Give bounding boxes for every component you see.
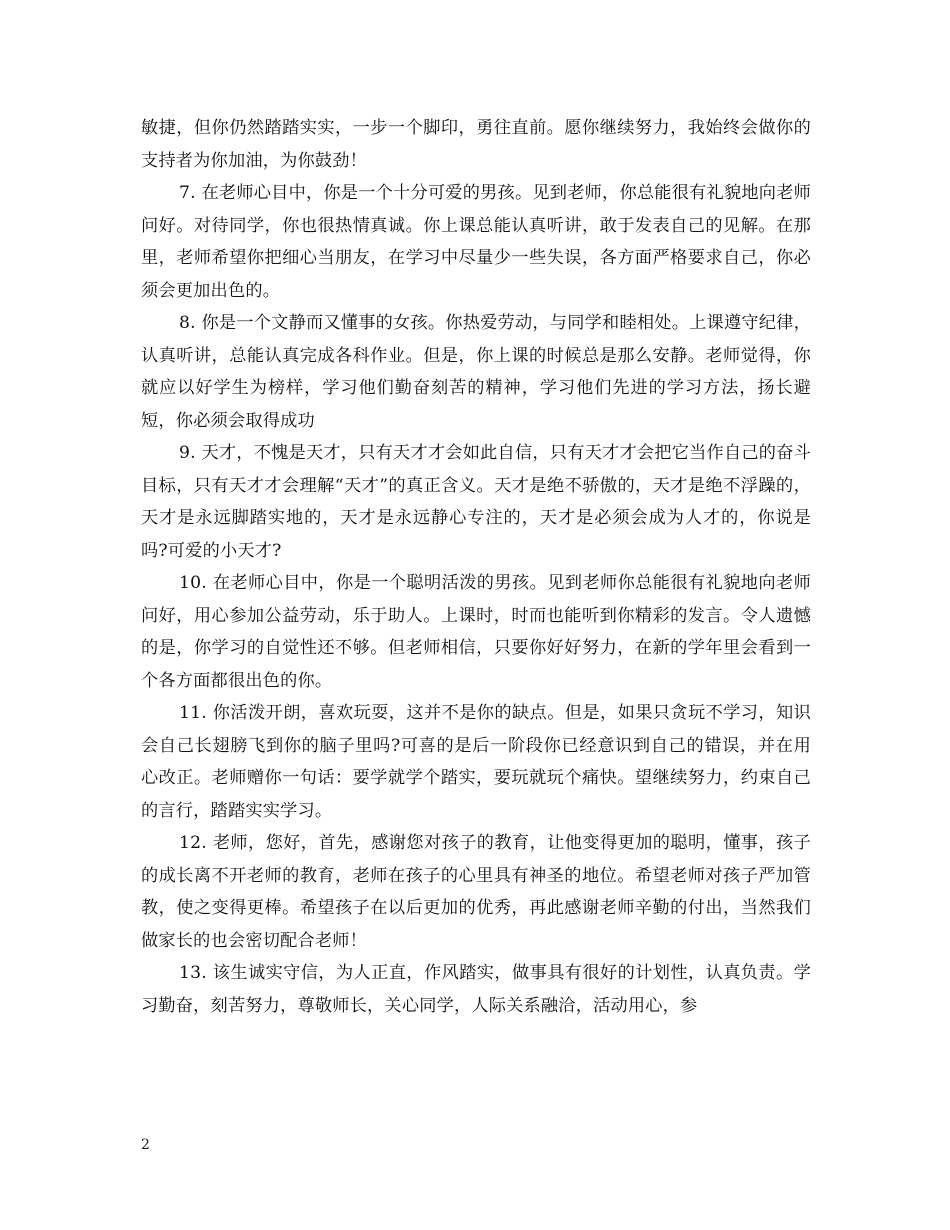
paragraph-item-11: 11. 你活泼开朗，喜欢玩耍，这并不是你的缺点。但是，如果只贪玩不学习，知识会自己长翅膀飞到你的脑子里吗?可喜的是后一阶段你已经意识到自己的错误，并在用心改正。老师赠你一句话：要学就学个踏实，要玩就玩个痛快。望继续努力，约束自己的言行，踏踏实实学习。 xyxy=(141,703,811,821)
paragraph-item-7: 7. 在老师心目中，你是一个十分可爱的男孩。见到老师，你总能很有礼貌地向老师问好。对待同学，你也很热情真诚。你上课总能认真听讲，敢于发表自己的见解。在那里，老师希望你把细心当朋友，在学习中尽量少一些失误，各方面严格要求自己，你必须会更加出色的。 xyxy=(141,183,811,301)
paragraph-item-9: 9. 天才，不愧是天才，只有天才才会如此自信，只有天才才会把它当作自己的奋斗目标，只有天才才会理解“天才”的真正含义。天才是绝不骄傲的，天才是绝不浮躁的，天才是永远脚踏实地的，天才是永远静心专注的，天才是必须会成为人才的，你说是吗?可爱的小天才? xyxy=(141,443,811,561)
paragraph-item-13: 13. 该生诚实守信，为人正直，作风踏实，做事具有很好的计划性，认真负责。学习勤奋，刻苦努力，尊敬师长，关心同学，人际关系融洽，活动用心，参 xyxy=(141,963,811,1016)
document-body xyxy=(141,112,811,1022)
paragraph-item-8: 8. 你是一个文静而又懂事的女孩。你热爱劳动，与同学和睦相处。上课遵守纪律，认真听讲，总能认真完成各科作业。但是，你上课的时候总是那么安静。老师觉得，你就应以好学生为榜样，学习他们勤奋刻苦的精神，学习他们先进的学习方法，扬长避短，你必须会取得成功 xyxy=(141,313,811,431)
paragraph-continuation: 敏捷，但你仍然踏踏实实，一步一个脚印，勇往直前。愿你继续努力，我始终会做你的支持者为你加油，为你鼓劲！ xyxy=(141,118,811,171)
paragraph-item-10: 10. 在老师心目中，你是一个聪明活泼的男孩。见到老师你总能很有礼貌地向老师问好，用心参加公益劳动，乐于助人。上课时，时而也能听到你精彩的发言。令人遗憾的是，你学习的自觉性还不够。但老师相信，只要你好好努力，在新的学年里会看到一个各方面都很出色的你。 xyxy=(141,573,811,691)
paragraph-item-12: 12. 老师，您好，首先，感谢您对孩子的教育，让他变得更加的聪明，懂事，孩子的成长离不开老师的教育，老师在孩子的心里具有神圣的地位。希望老师对孩子严加管教，使之变得更棒。希望孩子在以后更加的优秀，再此感谢老师辛勤的付出，当然我们做家长的也会密切配合老师！ xyxy=(141,833,811,951)
page-number: 2 xyxy=(141,1137,150,1153)
